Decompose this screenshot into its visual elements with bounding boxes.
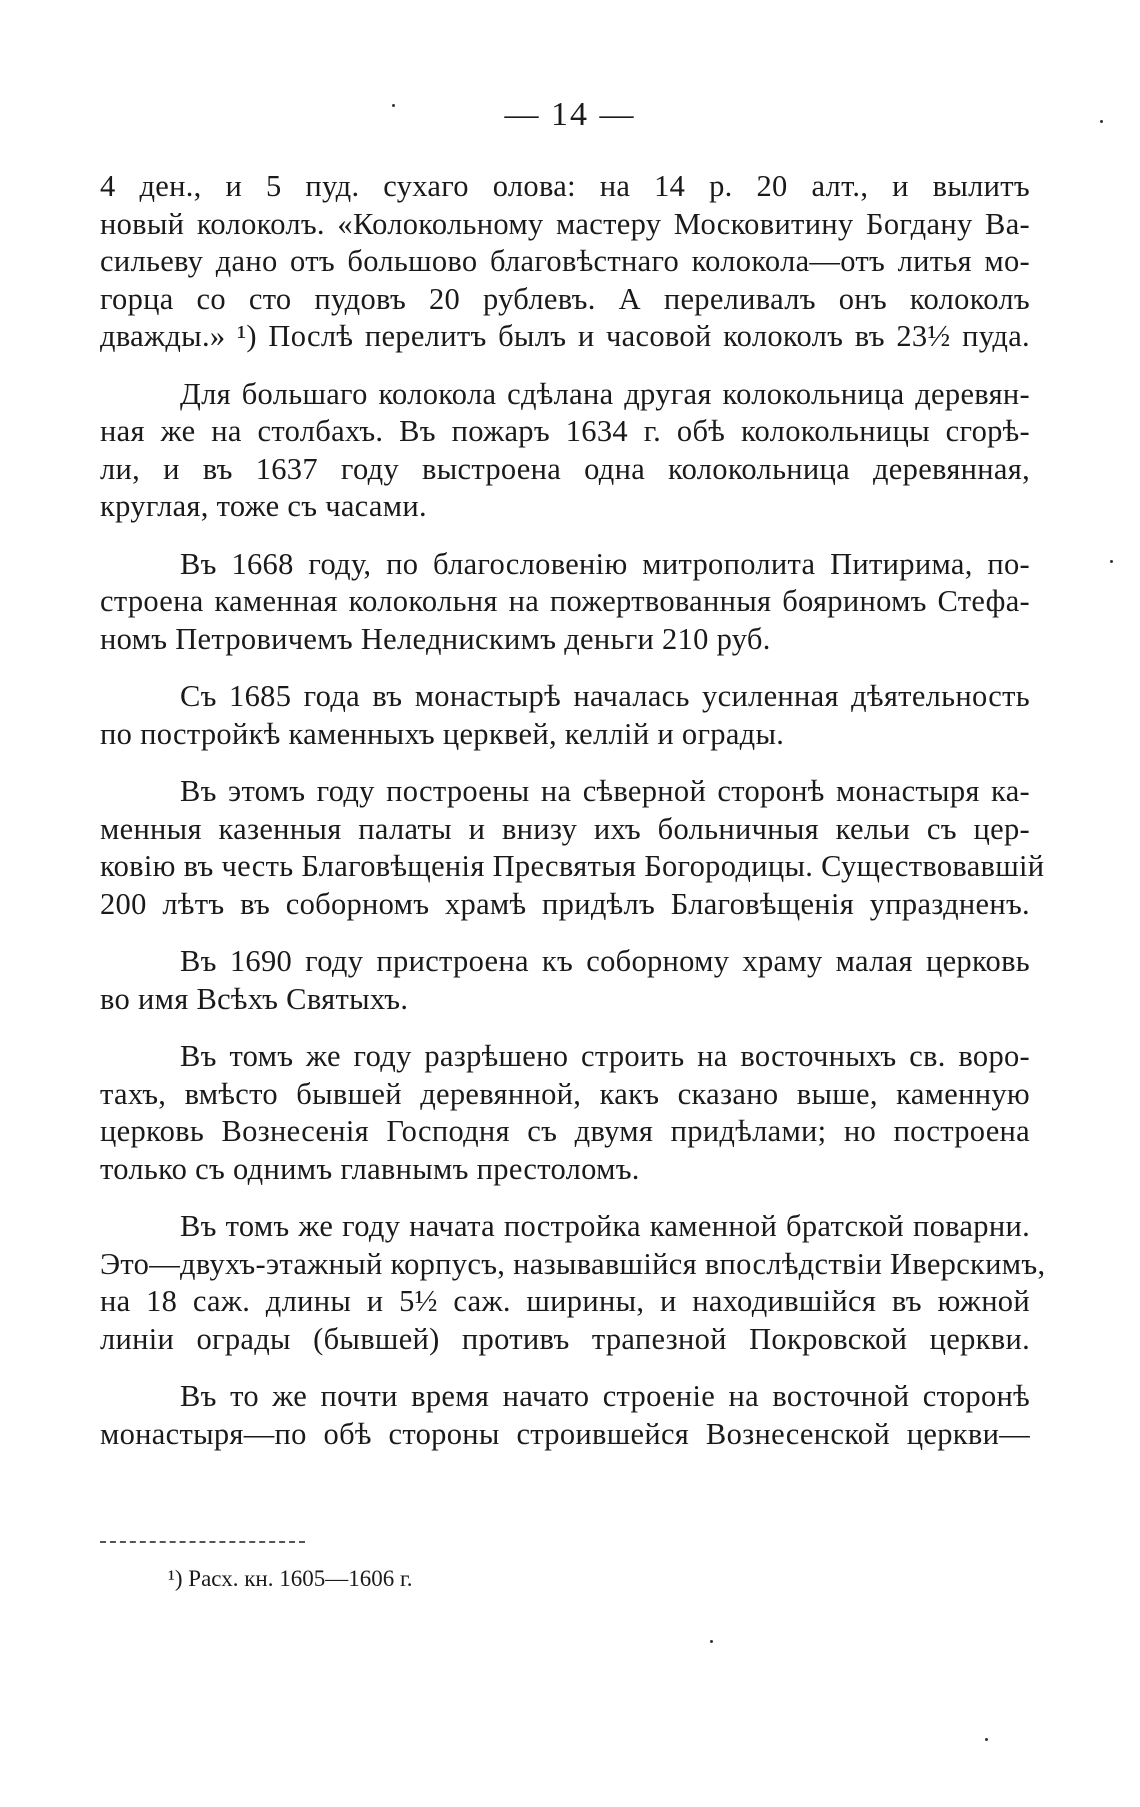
text-line: только съ однимъ главнымъ престоломъ. <box>100 1151 640 1186</box>
paragraph-1 <box>100 168 1030 356</box>
text-line: менныя казенныя палаты и внизу ихъ больничныя кельи съ цер- <box>100 811 1030 846</box>
text-line: дважды.» ¹) Послѣ перелитъ былъ и часовой колоколъ въ 23½ пуда. <box>100 319 1030 353</box>
page-number: — 14 — <box>504 96 636 133</box>
paragraph-2 <box>100 376 1030 526</box>
text-line: Это—двухъ-этажный корпусъ, называвшійся впослѣдствіи Иверскимъ, <box>100 1246 1046 1281</box>
text-line: Съ 1685 года въ монастырѣ началась усиленная дѣятельность <box>180 679 1030 713</box>
text-line: 200 лѣтъ въ соборномъ храмѣ придѣлъ Благовѣщенія упраздненъ. <box>100 886 1030 921</box>
text-line: Въ то же почти время начато строеніе на восточной сторонѣ <box>180 1379 1030 1413</box>
text-line: горца со сто пудовъ 20 рублевъ. А переливалъ онъ колоколъ <box>100 281 1030 316</box>
print-speck <box>710 1640 713 1643</box>
text-line: номъ Петровичемъ Неледнискимъ деньги 210 руб. <box>100 621 771 656</box>
print-speck <box>985 1738 988 1741</box>
text-line: Въ этомъ году построены на сѣверной сторонѣ монастыря ка- <box>180 774 1030 808</box>
text-line: Въ 1668 году, по благословенію митрополита Питирима, по- <box>180 546 1030 581</box>
paragraph-4 <box>100 678 1030 753</box>
text-line: круглая, тоже съ часами. <box>100 489 427 523</box>
paragraph-9 <box>100 1378 1030 1453</box>
text-line: церковь Вознесенія Господня съ двумя придѣлами; но построена <box>100 1114 1030 1148</box>
text-line: Въ 1690 году пристроена къ соборному храму малая церковь <box>180 944 1030 978</box>
body-text <box>100 168 1046 1473</box>
text-line: монастыря—по обѣ стороны строившейся Вознесенской церкви— <box>100 1416 1030 1451</box>
text-line: 4 ден., и 5 пуд. сухаго олова: на 14 р. 20 алт., и вылитъ <box>100 169 1030 203</box>
paragraph-3 <box>100 546 1030 659</box>
text-line: Въ томъ же году начата постройка каменной братской поварни. <box>180 1209 1030 1243</box>
text-line: тахъ, вмѣсто бывшей деревянной, какъ сказано выше, каменную <box>100 1076 1030 1111</box>
paragraph-6 <box>100 943 1030 1018</box>
text-line: новый колоколъ. «Колокольному мастеру Московитину Богдану Ва- <box>100 206 1030 241</box>
text-line: линіи ограды (бывшей) противъ трапезной Покровской церкви. <box>100 1321 1030 1356</box>
footnote-divider <box>100 1541 305 1543</box>
print-speck <box>392 104 395 107</box>
text-line: строена каменная колокольня на пожертвованныя бояриномъ Стефа- <box>100 584 1030 618</box>
text-line: ная же на столбахъ. Въ пожаръ 1634 г. обѣ колокольницы сгорѣ- <box>100 414 1030 448</box>
print-speck <box>1100 120 1103 123</box>
text-line: по постройкѣ каменныхъ церквей, келлій и ограды. <box>100 716 785 751</box>
text-line: ковію въ честь Благовѣщенія Пресвятыя Богородицы. Существовавшій <box>100 849 1045 883</box>
text-line: сильеву дано отъ большово благовѣстнаго колокола—отъ литья мо- <box>100 244 1030 278</box>
text-line: Въ томъ же году разрѣшено строить на восточныхъ св. воро- <box>180 1039 1030 1073</box>
text-line: на 18 саж. длины и 5½ саж. ширины, и находившійся въ южной <box>100 1284 1030 1318</box>
text-line: Для большаго колокола сдѣлана другая колокольница деревян- <box>180 376 1030 411</box>
text-line: во имя Всѣхъ Святыхъ. <box>100 981 409 1016</box>
footnote: ¹) Расх. кн. 1605—1606 г. <box>168 1566 413 1591</box>
text-line: ли, и въ 1637 году выстроена одна колокольница деревянная, <box>100 451 1030 486</box>
paragraph-5 <box>100 773 1045 923</box>
print-speck <box>1110 560 1113 563</box>
paragraph-8 <box>100 1208 1046 1358</box>
paragraph-7 <box>100 1038 1030 1188</box>
